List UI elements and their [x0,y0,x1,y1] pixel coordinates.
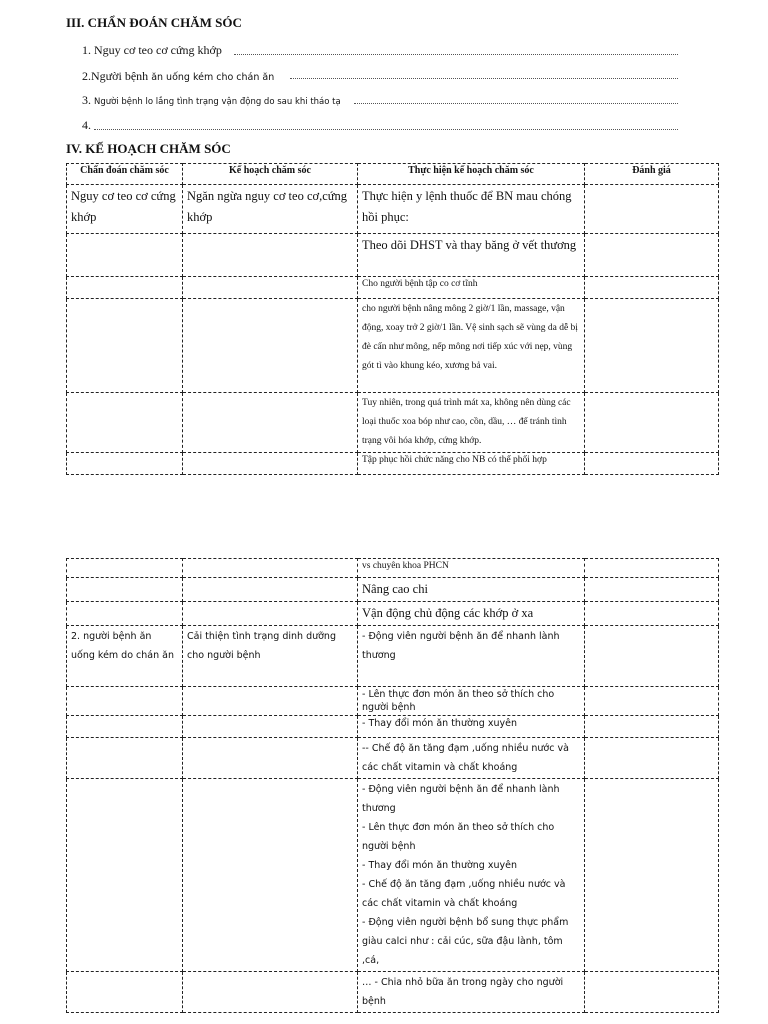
implementation-cell: Tập phục hồi chức năng cho NB có thể phối hợp [358,453,585,475]
care-plan-table-2 [66,558,719,1013]
implementation-cell: - Lên thực đơn món ăn theo sở thích cho người bệnh [358,687,585,716]
care-plan-table-1 [66,163,719,475]
implementation-cell: - Động viên người bệnh ăn để nhanh lành thương [358,626,585,687]
item-text: ăn uống kém cho chán ăn [151,72,275,83]
plan-cell: Cải thiện tình trạng dinh dưỡng cho người bệnh [183,626,358,687]
table-row [67,299,719,393]
diagnosis-item-4 [82,118,91,133]
evaluation-cell [585,185,719,234]
table-row [67,716,719,738]
table-row [67,972,719,1013]
list-item: - Thay đổi món ăn thường xuyên [362,860,517,871]
dotted-line [354,94,678,104]
table-row [67,602,719,626]
implementation-cell: Theo dõi DHST và thay băng ở vết thương [358,234,585,277]
dotted-line [94,120,678,130]
item-prefix: Người bệnh [91,69,152,83]
table-row [67,277,719,299]
table-row [67,578,719,602]
list-item: - Động viên người bệnh ăn để nhanh lành thương [362,784,560,814]
header-implementation: Thực hiện kế hoạch chăm sóc [358,164,585,185]
implementation-cell: Vận động chủ động các khớp ở xa [358,602,585,626]
implementation-cell: Thực hiện y lệnh thuốc để BN mau chóng hồi phục: [358,185,585,234]
plan-cell: Ngăn ngừa nguy cơ teo cơ,cứng khớp [183,185,358,234]
diagnosis-cell: 2. người bệnh ăn uống kém do chán ăn [67,626,183,687]
implementation-cell: - Thay đổi món ăn thường xuyên [358,716,585,738]
diagnosis-item-2 [82,69,274,84]
implementation-cell: … - Chia nhỏ bữa ăn trong ngày cho người bệnh [358,972,585,1013]
table-row [67,687,719,716]
item-number: 4. [82,118,91,132]
implementation-cell: Nâng cao chi [358,578,585,602]
table-row [67,626,719,687]
header-evaluation: Đánh giá [585,164,719,185]
dotted-line [290,69,678,79]
table-row [67,393,719,453]
implementation-cell: vs chuyên khoa PHCN [358,559,585,578]
table-header-row [67,164,719,185]
diagnosis-item-1 [82,43,222,58]
item-number: 2. [82,69,91,83]
implementation-cell: cho người bệnh nâng mông 2 giờ/1 lần, massage, vận động, xoay trở 2 giờ/1 lần. Vệ sinh sạch sẽ vùng da dễ bị đè cấn như mông, nếp mông nơi tiếp xúc với nẹp, vùng gót tì vào khung kéo, xương bả vai. [358,299,585,393]
dotted-line [234,45,678,55]
item-number: 3. [82,93,94,107]
implementation-cell: Cho người bệnh tập co cơ tĩnh [358,277,585,299]
section-4-title: IV. KẾ HOẠCH CHĂM SÓC [66,141,231,156]
list-item: - Chế độ ăn tăng đạm ,uống nhiều nước và các chất vitamin và chất khoáng [362,879,566,909]
implementation-cell: -- Chế độ ăn tăng đạm ,uống nhiều nước và các chất vitamin và chất khoáng [358,738,585,779]
item-text: Nguy cơ teo cơ cứng khớp [94,43,222,57]
table-row [67,453,719,475]
header-plan: Kế hoạch chăm sóc [183,164,358,185]
item-text: Người bệnh lo lắng tình trạng vận động do sau khi tháo tạ [94,97,341,107]
diagnosis-cell: Nguy cơ teo cơ cứng khớp [67,185,183,234]
list-item: - Lên thực đơn món ăn theo sở thích cho người bệnh [362,822,555,852]
implementation-cell: Tuy nhiên, trong quá trình mát xa, không nên dùng các loại thuốc xoa bóp như cao, cồn, dầu, … để tránh tình trạng vôi hóa khớp, cứng khớp. [358,393,585,453]
item-number: 1. [82,43,94,57]
diagnosis-item-3 [82,93,341,108]
implementation-list-cell [358,779,585,972]
table-row [67,234,719,277]
table-row [67,185,719,234]
table-row [67,559,719,578]
list-item: - Động viên người bệnh bổ sung thực phẩm giàu calci như : cải cúc, sữa đậu lành, tôm ,cá, [362,917,569,966]
table-row [67,779,719,972]
table-row [67,738,719,779]
header-diagnosis: Chẩn đoán chăm sóc [67,164,183,185]
section-3-title: III. CHẨN ĐOÁN CHĂM SÓC [66,15,242,30]
